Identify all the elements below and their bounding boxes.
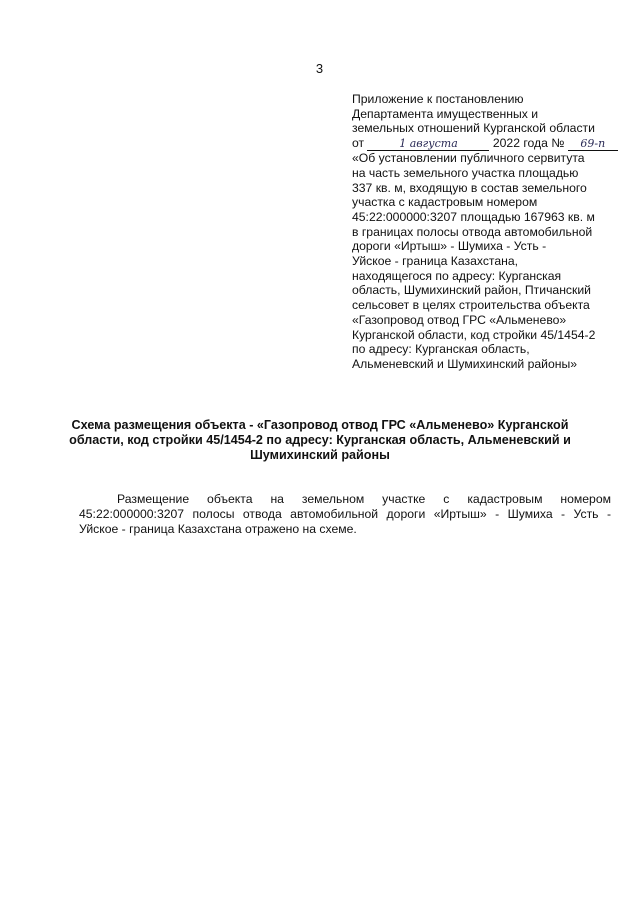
resolution-line: по адресу: Курганская область,: [352, 342, 530, 357]
resolution-line: «Газопровод отвод ГРС «Альменево»: [352, 312, 567, 327]
appendix-header: [352, 92, 614, 372]
body-line: Уйское - граница Казахстана отражено на схеме.: [79, 522, 357, 536]
resolution-line: «Об установлении публичного сервитута: [352, 151, 585, 166]
date-prefix: от: [352, 136, 365, 151]
body-paragraph: [79, 492, 611, 537]
resolution-line: участка с кадастровым номером: [352, 195, 538, 210]
resolution-line: Альменевский и Шумихинский районы»: [352, 356, 577, 371]
body-line: 45:22:000000:3207 полосы отвода автомобильной дороги «Иртыш» - Шумиха - Усть -: [79, 507, 611, 521]
resolution-line: на часть земельного участка площадью: [352, 165, 579, 180]
appendix-line: Приложение к постановлению: [352, 92, 524, 106]
year-text: 2022 года №: [492, 136, 565, 151]
handwritten-number: 69-п: [568, 138, 618, 151]
resolution-line: находящегося по адресу: Курганская: [352, 268, 562, 283]
body-line: Размещение объекта на земельном участке с кадастровым номером: [117, 492, 611, 506]
date-line: [352, 136, 614, 151]
title-line: области, код стройки 45/1454-2 по адресу: Курганская область, Альменевский и: [69, 433, 571, 447]
resolution-line: Уйское - граница Казахстана,: [352, 254, 519, 269]
resolution-line: дороги «Иртыш» - Шумиха - Усть -: [352, 239, 547, 254]
document-title: [60, 418, 580, 463]
appendix-line: земельных отношений Курганской области: [352, 121, 595, 136]
title-line: Шумихинский районы: [250, 448, 390, 462]
resolution-line: 45:22:000000:3207 площадью 167963 кв. м: [352, 209, 595, 224]
appendix-line: Департамента имущественных и: [352, 106, 539, 121]
resolution-line: Курганской области, код стройки 45/1454-2: [352, 327, 596, 342]
title-line: Схема размещения объекта - «Газопровод отвод ГРС «Альменево» Курганской: [71, 418, 569, 432]
resolution-line: 337 кв. м, входящую в состав земельного: [352, 180, 587, 195]
handwritten-date: 1 августа: [367, 138, 489, 151]
resolution-line: сельсовет в целях строительства объекта: [352, 298, 590, 313]
resolution-line: область, Шумихинский район, Птичанский: [352, 283, 591, 298]
page-number: 3: [315, 61, 324, 76]
resolution-line: в границах полосы отвода автомобильной: [352, 224, 593, 239]
